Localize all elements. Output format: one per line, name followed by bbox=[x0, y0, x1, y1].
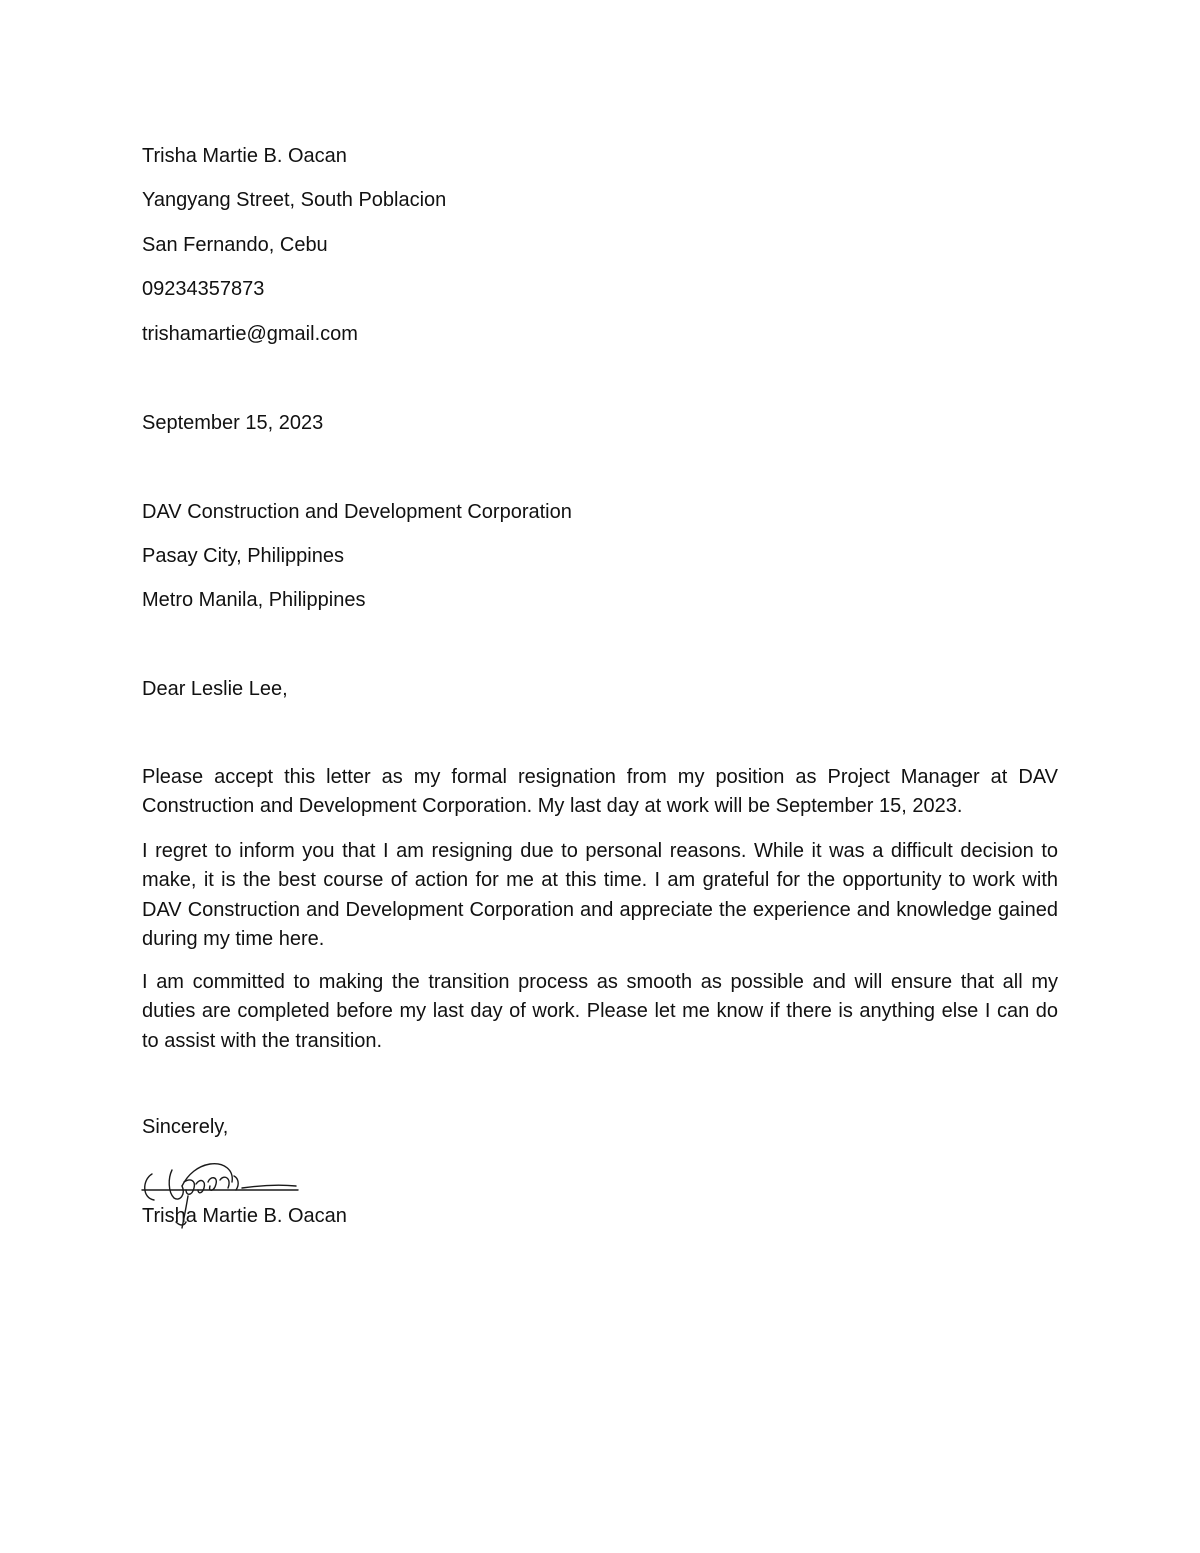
valediction: Sincerely, bbox=[142, 1116, 229, 1138]
signer-name: Trisha Martie B. Oacan bbox=[142, 1205, 347, 1227]
handwritten-signature bbox=[138, 1152, 308, 1234]
letter-date: September 15, 2023 bbox=[142, 412, 324, 434]
recipient-city: Pasay City, Philippines bbox=[142, 545, 344, 567]
body-paragraph-3: I am committed to making the transition process as smooth as possible and will ensure that all my duties are completed before my last day of work. Please let me know if there is anything else I can do to assist with the transition. bbox=[142, 971, 1058, 1052]
recipient-company: DAV Construction and Development Corporation bbox=[142, 501, 572, 523]
sender-email: trishamartie@gmail.com bbox=[142, 323, 358, 345]
body-paragraph-2: I regret to inform you that I am resigning due to personal reasons. While it was a difficult decision to make, it is the best course of action for me at this time. I am grateful for the opportunity to work with DAV Construction and Development Corporation and appreciate the experience and knowledge gained during my time here. bbox=[142, 840, 1058, 950]
salutation: Dear Leslie Lee, bbox=[142, 678, 288, 700]
sender-city: San Fernando, Cebu bbox=[142, 234, 328, 256]
body-paragraph-1: Please accept this letter as my formal resignation from my position as Project Manager at DAV Construction and Development Corporation. My last day at work will be September 15, 2023. bbox=[142, 766, 1058, 818]
sender-phone: 09234357873 bbox=[142, 278, 265, 300]
sender-name: Trisha Martie B. Oacan bbox=[142, 145, 347, 167]
sender-street: Yangyang Street, South Poblacion bbox=[142, 189, 447, 211]
recipient-region: Metro Manila, Philippines bbox=[142, 589, 366, 611]
